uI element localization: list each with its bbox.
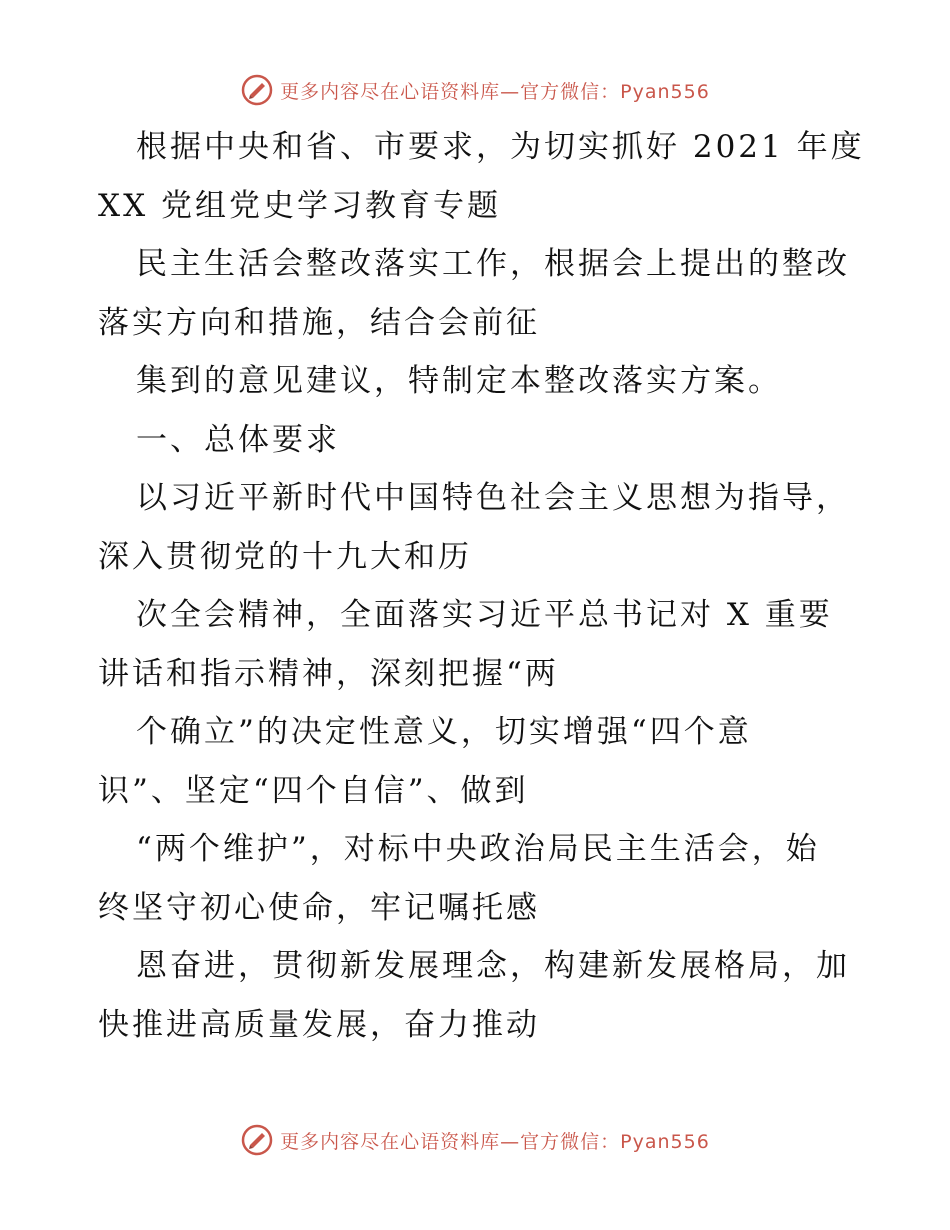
paragraph-line: 个确立”的决定性意义，切实增强“四个意 <box>136 714 752 750</box>
header-banner-text: 更多内容尽在心语资料库—官方微信：Pyan556 <box>280 80 710 103</box>
paragraph-line: 讲话和指示精神，深刻把握“两 <box>98 655 559 692</box>
paragraph-line: 识”、坚定“四个自信”、做到 <box>98 772 529 809</box>
header-banner <box>0 70 950 110</box>
paragraph-line: 集到的意见建议，特制定本整改落实方案。 <box>136 363 782 399</box>
brand-logo-icon <box>240 73 274 107</box>
paragraph-line: 根据中央和省、市要求，为切实抓好 2021 年度 <box>136 129 865 165</box>
footer-banner <box>0 1120 950 1160</box>
paragraph-line: 以习近平新时代中国特色社会主义思想为指导， <box>136 480 850 516</box>
paragraph-line: 落实方向和措施，结合会前征 <box>98 304 540 341</box>
paragraph-line: 恩奋进，贯彻新发展理念，构建新发展格局，加 <box>136 948 850 984</box>
paragraph-line: 终坚守初心使命，牢记嘱托感 <box>98 889 540 926</box>
footer-banner-text: 更多内容尽在心语资料库—官方微信：Pyan556 <box>280 1130 710 1153</box>
brand-logo-icon <box>240 1123 274 1157</box>
paragraph-line: 民主生活会整改落实工作，根据会上提出的整改 <box>136 246 850 282</box>
paragraph-line: 深入贯彻党的十九大和历 <box>98 538 472 575</box>
document-body <box>98 118 865 1054</box>
section-heading: 一、总体要求 <box>136 421 340 458</box>
paragraph-line: XX 党组党史学习教育专题 <box>98 187 501 224</box>
paragraph-line: 次全会精神，全面落实习近平总书记对 X 重要 <box>136 597 833 633</box>
paragraph-line: 快推进高质量发展，奋力推动 <box>98 1006 540 1043</box>
paragraph-line: “两个维护”，对标中央政治局民主生活会，始 <box>136 831 820 867</box>
